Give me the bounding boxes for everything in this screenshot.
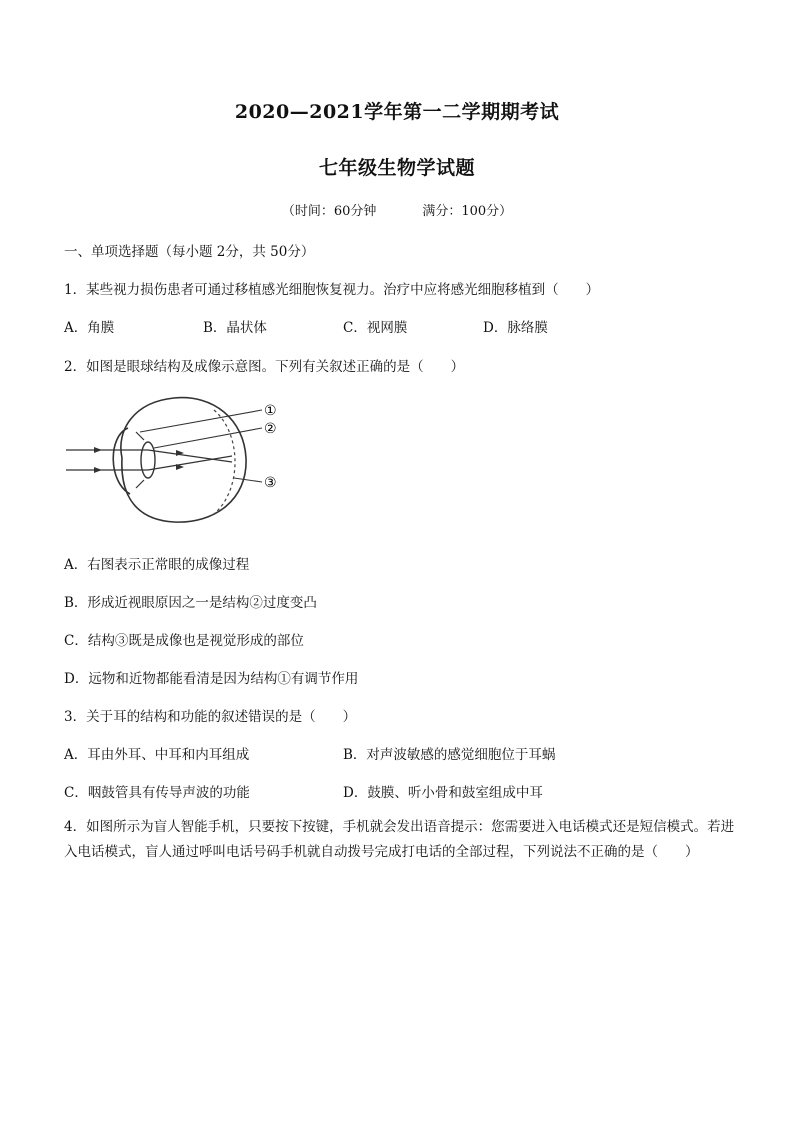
question-3-option-b: B．对声波敏感的感觉细胞位于耳蜗 — [343, 747, 556, 763]
question-2-stem: 2．如图是眼球结构及成像示意图。下列有关叙述正确的是（ ） — [64, 359, 465, 375]
exam-subtitle: 七年级生物学试题 — [318, 157, 475, 179]
full-score: 满分：100分） — [422, 204, 513, 219]
iris-line-bottom — [136, 480, 144, 488]
label-2: ② — [264, 421, 277, 437]
question-3-stem: 3．关于耳的结构和功能的叙述错误的是（ ） — [64, 709, 357, 725]
eyeball-diagram — [64, 390, 304, 530]
leader-line-2 — [154, 428, 262, 448]
arrow-icon — [94, 447, 102, 453]
iris-line-top — [136, 432, 144, 440]
converging-ray-bottom — [148, 456, 232, 470]
question-3-option-c: C．咽鼓管具有传导声波的功能 — [64, 785, 250, 801]
question-1-stem: 1．某些视力损伤患者可通过移植感光细胞恢复视力。治疗中应将感光细胞移植到（ ） — [64, 282, 600, 298]
question-4-stem: 4．如图所示为盲人智能手机，只要按下按键，手机就会发出语音提示：您需要进入电话模式还是短信模式。若进入电话模式，盲人通过呼叫电话号码手机就自动拨号完成打电话的全部过程，下列说法不正确的是（ ） — [64, 819, 735, 860]
exam-title: 2020—2021学年第一二学期期考试 — [234, 101, 560, 123]
question-2-option-c: C．结构③既是成像也是视觉形成的部位 — [64, 633, 304, 649]
time-limit: （时间：60分钟 — [281, 204, 377, 219]
exam-meta — [0, 200, 794, 219]
question-2-option-b: B．形成近视眼原因之一是结构②过度变凸 — [64, 595, 317, 611]
arrow-icon — [94, 467, 102, 473]
question-1-option-b: B．晶状体 — [203, 320, 267, 336]
question-2-option-a: A．右图表示正常眼的成像过程 — [64, 557, 250, 573]
question-1-option-c: C．视网膜 — [343, 320, 408, 336]
question-2-option-d: D．远物和近物都能看清是因为结构①有调节作用 — [64, 671, 359, 687]
question-1-option-d: D．脉络膜 — [483, 320, 548, 336]
label-1: ① — [264, 403, 277, 419]
leader-line-3 — [234, 478, 262, 482]
label-3: ③ — [264, 475, 277, 491]
leader-line-1 — [140, 410, 262, 432]
question-3-option-d: D．鼓膜、听小骨和鼓室组成中耳 — [343, 785, 543, 801]
question-3-option-a: A．耳由外耳、中耳和内耳组成 — [64, 747, 250, 763]
converging-ray-top — [148, 450, 232, 462]
section-heading: 一、单项选择题（每小题 2分，共 50分） — [64, 244, 315, 260]
lens-shape — [141, 442, 155, 478]
question-1-option-a: A．角膜 — [64, 320, 115, 336]
